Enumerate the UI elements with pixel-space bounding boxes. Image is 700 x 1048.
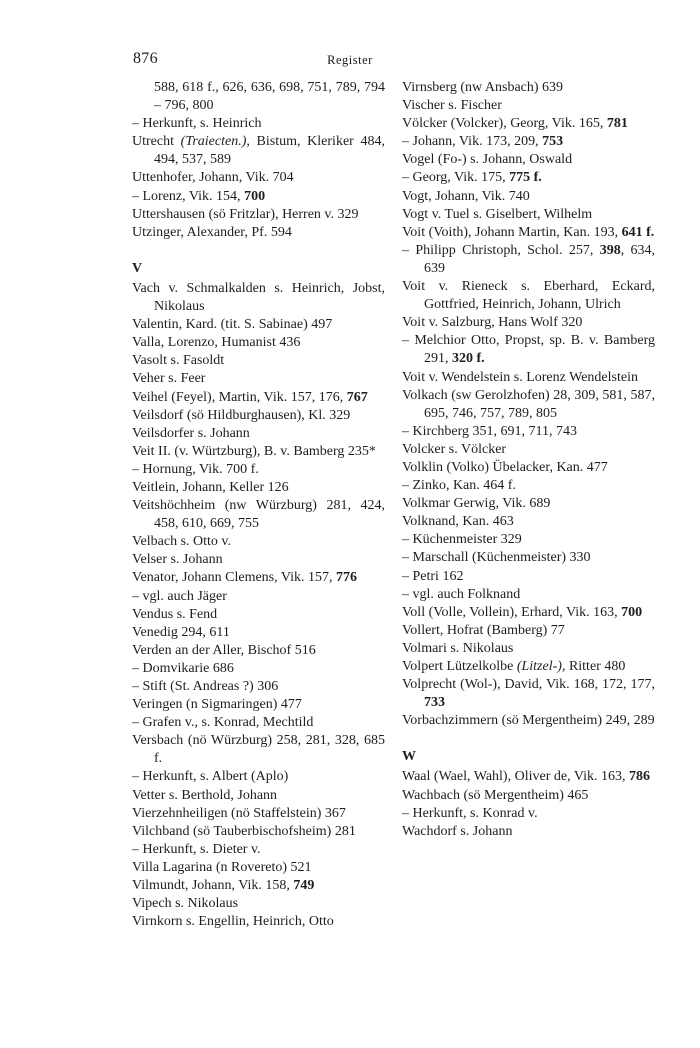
index-entry: Vorbachzimmern (sö Mergentheim) 249, 289 <box>402 713 655 729</box>
index-entry: Vollert, Hofrat (Bamberg) 77 <box>402 622 565 638</box>
index-entry: Virnkorn s. Engellin, Heinrich, Otto <box>132 914 334 930</box>
index-entry: – vgl. auch Folknand <box>402 586 521 602</box>
index-entry: Uttenhofer, Johann, Vik. 704 <box>132 170 294 186</box>
section-letter: W <box>402 749 416 765</box>
index-entry: Voit v. Rieneck s. Eberhard, Eckard, Gottfried, Heinrich, Johann, Ulrich <box>402 279 655 313</box>
index-entry: Volmari s. Nikolaus <box>402 640 514 656</box>
index-entry: – Herkunft, s. Dieter v. <box>132 841 261 857</box>
index-entry: Wachdorf s. Johann <box>402 823 513 839</box>
index-entry: – Hornung, Vik. 700 f. <box>132 461 259 477</box>
index-entry: Volpert Lützelkolbe (Litzel-), Ritter 480 <box>402 659 626 674</box>
index-entry: – Lorenz, Vik. 154, 700 <box>132 188 266 204</box>
index-entry: – Zinko, Kan. 464 f. <box>402 478 516 494</box>
index-entry: Vogt, Johann, Vik. 740 <box>402 188 530 204</box>
index-entry: Vogt v. Tuel s. Giselbert, Wilhelm <box>402 206 593 222</box>
index-entry: Vetter s. Berthold, Johann <box>132 787 278 803</box>
index-entry: Vasolt s. Fasoldt <box>132 353 225 369</box>
index-entry: Voll (Volle, Vollein), Erhard, Vik. 163, 700 <box>402 604 643 620</box>
index-entry: Venedig 294, 611 <box>132 624 230 640</box>
index-entry: – Johann, Vik. 173, 209, 753 <box>402 134 564 150</box>
index-entry: – Petri 162 <box>402 568 464 584</box>
index-entry: Waal (Wael, Wahl), Oliver de, Vik. 163, 786 <box>402 769 650 785</box>
index-column-right <box>402 79 655 841</box>
index-entry: Voit v. Salzburg, Hans Wolf 320 <box>402 315 583 331</box>
index-entry: Villa Lagarina (n Rovereto) 521 <box>132 859 312 875</box>
index-entry: – Melchior Otto, Propst, sp. B. v. Bamberg 291, 320 f. <box>402 333 655 367</box>
index-entry: Volknand, Kan. 463 <box>402 514 514 530</box>
index-entry: – Herkunft, s. Heinrich <box>132 116 262 132</box>
index-entry: Versbach (nö Würzburg) 258, 281, 328, 685 f. <box>132 733 385 767</box>
index-entry: Voit v. Wendelstein s. Lorenz Wendelstein <box>402 369 638 385</box>
index-entry: Virnsberg (nw Ansbach) 639 <box>402 80 564 95</box>
index-entry: – vgl. auch Jäger <box>132 588 227 604</box>
index-entry: Vilchband (sö Tauberbischofsheim) 281 <box>132 823 356 839</box>
index-entry: Valentin, Kard. (tit. S. Sabinae) 497 <box>132 317 333 333</box>
index-entry: Voit (Voith), Johann Martin, Kan. 193, 641 f. <box>402 224 655 240</box>
index-entry: – Georg, Vik. 175, 775 f. <box>402 170 542 186</box>
running-head: Register <box>327 53 373 67</box>
index-entry: Volklin (Volko) Übelacker, Kan. 477 <box>402 459 608 475</box>
index-entry: Veit II. (v. Würtzburg), B. v. Bamberg 235* <box>132 443 376 459</box>
index-entry: Vierzehnheiligen (nö Staffelstein) 367 <box>132 805 346 821</box>
index-entry: Utzinger, Alexander, Pf. 594 <box>132 224 292 240</box>
index-entry: Veitshöchheim (nw Würzburg) 281, 424, 458, 610, 669, 755 <box>132 498 385 532</box>
section-letter: V <box>132 260 143 276</box>
index-entry: – Kirchberg 351, 691, 711, 743 <box>402 423 577 439</box>
index-entry: Veringen (n Sigmaringen) 477 <box>132 697 302 713</box>
index-entry: Uttershausen (sö Fritzlar), Herren v. 329 <box>132 206 359 222</box>
index-entry: Volkmar Gerwig, Vik. 689 <box>402 496 551 512</box>
index-entry: – Philipp Christoph, Schol. 257, 398, 634, 639 <box>402 242 656 276</box>
index-entry: Velser s. Johann <box>132 552 223 568</box>
index-entry: Vilmundt, Johann, Vik. 158, 749 <box>132 878 315 894</box>
index-entry-continuation: 588, 618 f., 626, 636, 698, 751, 789, 794 – 796, 800 <box>154 80 385 114</box>
page-number: 876 <box>133 50 158 67</box>
index-entry: Volcker s. Völcker <box>402 441 507 457</box>
index-entry: – Küchenmeister 329 <box>402 532 522 548</box>
index-entry: – Grafen v., s. Konrad, Mechtild <box>132 715 314 731</box>
index-entry: Venator, Johann Clemens, Vik. 157, 776 <box>132 570 358 586</box>
index-entry: Velbach s. Otto v. <box>132 534 232 550</box>
index-entry: Vach v. Schmalkalden s. Heinrich, Jobst, Nikolaus <box>132 280 385 315</box>
index-entry: Verden an der Aller, Bischof 516 <box>132 642 316 658</box>
index-entry: – Herkunft, s. Albert (Aplo) <box>132 769 289 785</box>
index-entry: Veihel (Feyel), Martin, Vik. 157, 176, 767 <box>132 389 368 405</box>
index-entry: Utrecht (Traiecten.), Bistum, Kleriker 484, 494, 537, 589 <box>132 134 385 168</box>
index-entry: Veilsdorfer s. Johann <box>132 425 250 441</box>
index-entry: Veher s. Feer <box>132 371 206 387</box>
index-entry: Veilsdorf (sö Hildburghausen), Kl. 329 <box>132 407 351 423</box>
index-entry: – Marschall (Küchenmeister) 330 <box>402 550 591 566</box>
index-entry: Valla, Lorenzo, Humanist 436 <box>132 335 301 351</box>
index-entry: – Domvikarie 686 <box>132 660 234 676</box>
index-column-left <box>132 79 385 931</box>
index-entry: Veitlein, Johann, Keller 126 <box>132 479 289 495</box>
index-entry: Völcker (Volcker), Georg, Vik. 165, 781 <box>402 116 628 132</box>
index-entry: Wachbach (sö Mergentheim) 465 <box>402 787 589 803</box>
index-entry: – Stift (St. Andreas ?) 306 <box>132 679 279 694</box>
index-entry: Vogel (Fo-) s. Johann, Oswald <box>402 152 573 168</box>
index-entry: Vendus s. Fend <box>132 606 218 622</box>
index-entry: Volprecht (Wol-), David, Vik. 168, 172, 177, 733 <box>402 677 655 711</box>
index-entry: Vischer s. Fischer <box>402 98 502 114</box>
index-entry: Vipech s. Nikolaus <box>132 896 239 912</box>
index-entry: Volkach (sw Gerolzhofen) 28, 309, 581, 587, 695, 746, 757, 789, 805 <box>402 387 655 421</box>
index-entry: – Herkunft, s. Konrad v. <box>402 805 538 821</box>
